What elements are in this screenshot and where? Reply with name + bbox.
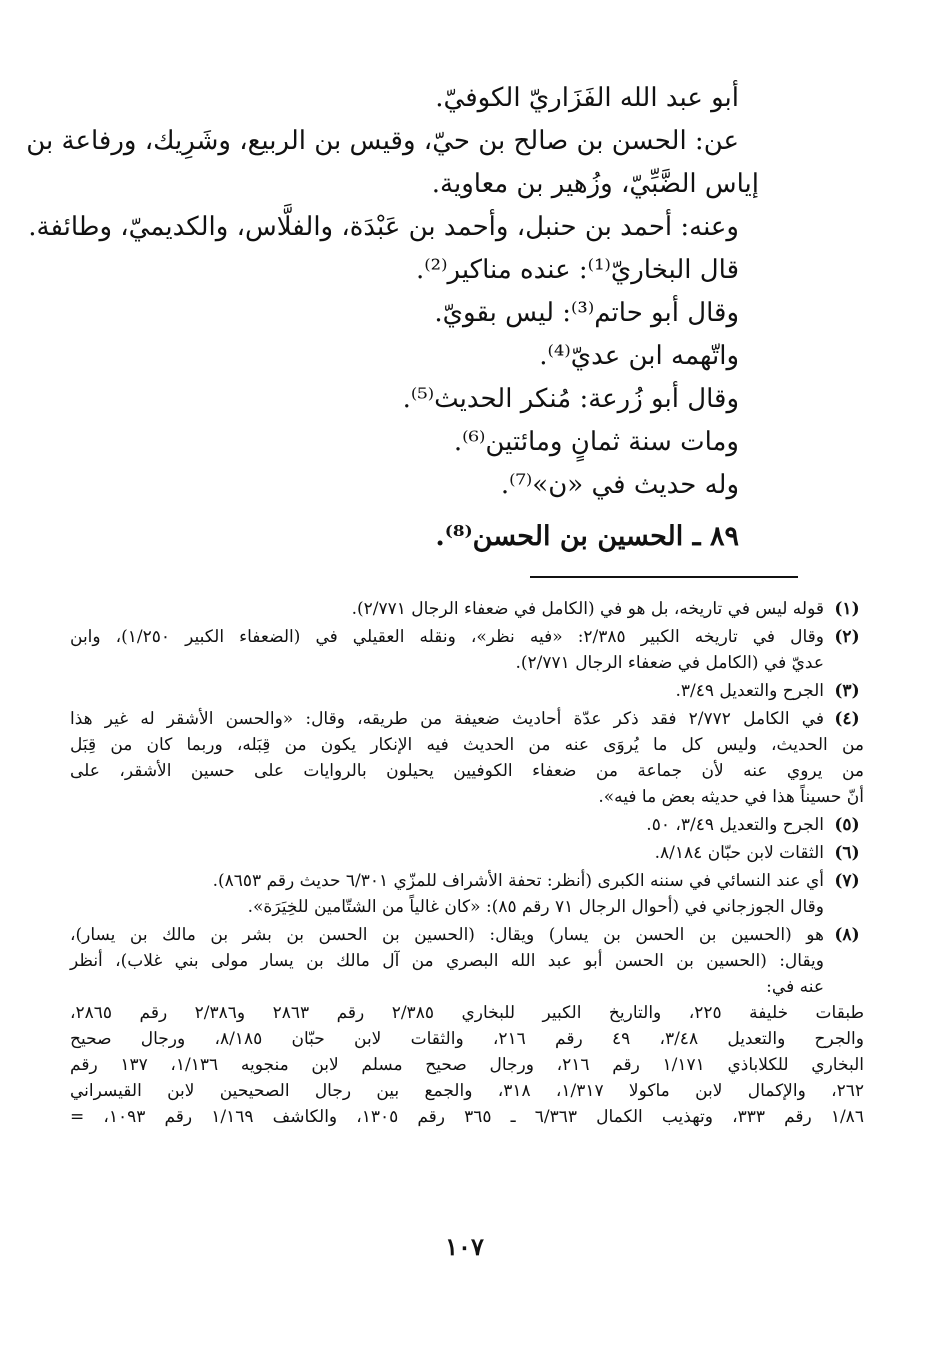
footnote-number: (٧) (834, 871, 860, 891)
text-line: ومات سنة ثمانٍ ومائتين⁽⁶⁾. (453, 427, 739, 457)
footnote-8 (70, 922, 864, 1130)
footnote-4 (70, 706, 864, 810)
footnote-line: عديّ في (الكامل في ضعفاء الرجال ٢/٧٧١). (515, 653, 824, 673)
footnote-number: (٣) (834, 681, 860, 701)
footnotes (70, 596, 864, 1132)
footnote-line: وقال الجوزجاني في (أحوال الرجال ٧١ رقم ٨٥): «كان غالياً من الشتّامين للخِيَرَة». (247, 897, 824, 917)
footnote-line: ويقال: (الحسين بن الحسن أبو عبد الله البصري من آل مالك بن يسار مولى بني غلاب)، أنظر (70, 951, 824, 971)
footnote-line: من يروي عنه لأن جماعة من ضعفاء الكوفيين يحيلون بالروايات على حسين الأشقر، على (70, 761, 864, 781)
text-line: إياس الضَّبِّيّ، وزُهير بن معاوية. (431, 169, 759, 199)
page-number: ١٠٧ (445, 1232, 484, 1261)
text-line: أبو عبد الله الفَزَاريّ الكوفيّ. (435, 83, 739, 113)
footnote-number: (٥) (834, 815, 860, 835)
footnote-line: البخاري للكلاباذي ١/١٧١ رقم ٢١٦، ورجال صحيح مسلم لابن منجويه ١/١٣٦، ١٣٧ رقم (70, 1055, 864, 1075)
footnote-line: الجرح والتعديل ٣/٤٩. (675, 681, 824, 701)
footnote-7 (70, 868, 860, 920)
footnote-divider (530, 576, 798, 578)
footnote-line: هو (الحسين بن الحسن بن يسار) ويقال: (الحسين بن الحسن بن بشر بن مالك بن يسار)، (70, 925, 824, 945)
entry-heading: ٨٩ ـ الحسين بن الحسن⁽⁸⁾. (435, 521, 739, 552)
footnote-2 (70, 624, 860, 676)
footnote-line: وقال في تاريخه الكبير ٢/٣٨٥: «فيه نظر»، ونقله العقيلي في (الضعفاء الكبير ١/٢٥٠)، وابن (70, 627, 824, 647)
text-line: قال البخاريّ⁽¹⁾: عنده مناكير⁽²⁾. (416, 255, 739, 285)
footnote-line: ١/٨٦ رقم ٣٣٣، وتهذيب الكمال ٦/٣٦٣ ـ ٣٦٥ رقم ١٣٠٥، والكاشف ١/١٦٩ رقم ١٠٩٣، = (70, 1107, 864, 1127)
footnote-5 (70, 812, 860, 838)
footnote-1 (70, 596, 860, 622)
footnote-line: أنّ حسيناً هذا في حديثه بعض ما فيه». (598, 787, 864, 807)
text-line: وقال أبو حاتم⁽³⁾: ليس بقويّ. (434, 298, 739, 328)
footnote-number: (٨) (834, 925, 860, 945)
footnote-line: الثقات لابن حبّان ٨/١٨٤. (654, 843, 824, 863)
footnote-number: (٢) (834, 627, 860, 647)
footnote-line: من الحديث، وليس كل ما يُروَى عنه من الحديث فيه الإنكار يكون من قِبَله، وربما كان من قِبَل (70, 735, 864, 755)
footnote-number: (١) (834, 599, 860, 619)
footnote-line: قوله ليس في تاريخه، بل هو في (الكامل في ضعفاء الرجال ٢/٧٧١). (351, 599, 824, 619)
footnote-line: في الكامل ٢/٧٧٢ فقد ذكر عدّة أحاديث ضعيفة من طريقه، وقال: «والحسن الأشقر له غير هذا (70, 709, 825, 729)
footnote-line: والجرح والتعديل ٣/٤٨، ٤٩ رقم ٢١٦، والثقات لابن حبّان ٨/١٨٥، ورجال صحيح (70, 1029, 864, 1049)
main-text (26, 78, 759, 560)
footnote-line: الجرح والتعديل ٣/٤٩، ٥٠. (646, 815, 824, 835)
text-line: وله حديث في «ن»⁽⁷⁾. (500, 470, 739, 500)
footnote-line: طبقات خليفة ٢٢٥، والتاريخ الكبير للبخاري ٢/٣٨٥ رقم ٢٨٦٣ و٢/٣٨٦ رقم ٢٨٦٥، (70, 1003, 864, 1023)
text-line: واتّهمه ابن عديّ⁽⁴⁾. (539, 341, 739, 371)
text-line: عن: الحسن بن صالح بن حيّ، وقيس بن الربيع، وشَرِيك، ورفاعة بن (26, 126, 739, 156)
text-line: وقال أبو زُرعة: مُنكر الحديث⁽⁵⁾. (402, 384, 739, 414)
footnote-line: ٢٦٢، والإكمال لابن ماكولا ١/٣١٧، ٣١٨، والجمع بين رجال الصحيحين لابن القيسراني (70, 1081, 864, 1101)
footnote-6 (70, 840, 860, 866)
footnote-number: (٤) (834, 709, 860, 729)
footnote-number: (٦) (834, 843, 860, 863)
footnote-3 (70, 678, 860, 704)
footnote-line: عنه في: (766, 977, 824, 997)
footnote-line: أي عند النسائي في سننه الكبرى (أنظر: تحفة الأشراف للمزّي ٦/٣٠١ حديث رقم ٨٦٥٣). (212, 871, 824, 891)
text-line: وعنه: أحمد بن حنبل، وأحمد بن عَبْدَة، والفلَّاس، والكديميّ، وطائفة. (28, 212, 739, 242)
